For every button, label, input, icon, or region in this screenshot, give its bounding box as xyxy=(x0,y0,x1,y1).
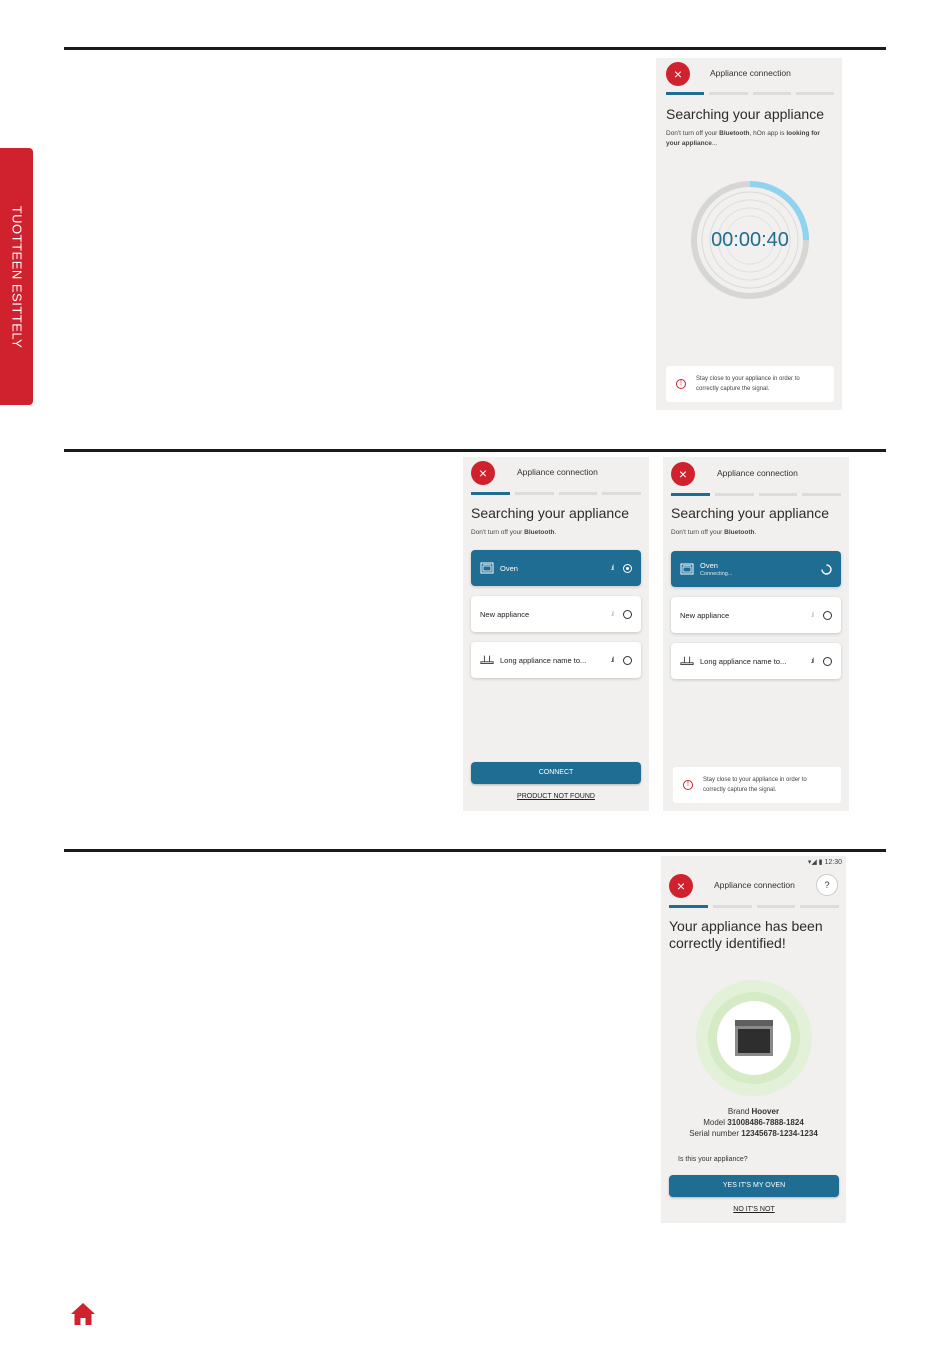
warning-text: Stay close to your appliance in order to correctly capture the signal. xyxy=(696,376,800,392)
timer-value: 00:00:40 xyxy=(711,229,789,251)
side-tab-label: TUOTTEEN ESITTELY xyxy=(9,205,24,348)
radio-icon[interactable] xyxy=(823,611,832,620)
close-button[interactable]: × xyxy=(671,462,695,486)
signal-icon: .ıl xyxy=(610,656,613,664)
signal-warning xyxy=(673,767,841,803)
appliance-name: Long appliance name to... xyxy=(500,655,587,665)
signal-warning xyxy=(666,366,834,402)
alert-icon: ! xyxy=(683,780,693,790)
reject-appliance-link[interactable]: NO IT'S NOT xyxy=(733,1206,775,1213)
hood-icon xyxy=(480,654,494,666)
appliance-item-long-name[interactable] xyxy=(471,642,641,678)
appliance-item-long-name[interactable] xyxy=(671,643,841,679)
signal-icon: .ıl xyxy=(610,610,613,618)
header-title: Appliance connection xyxy=(517,467,598,477)
oven-icon xyxy=(680,563,694,575)
status-time: 12:30 xyxy=(824,859,842,866)
oven-icon xyxy=(480,562,494,574)
description: Don't turn off your Bluetooth. xyxy=(671,529,757,536)
appliance-item-new[interactable] xyxy=(471,596,641,632)
close-button[interactable]: × xyxy=(471,461,495,485)
page-title: Searching your appliance xyxy=(666,106,824,122)
model-info: Model 31008486-7888-1824 xyxy=(703,1118,804,1127)
description: Don't turn off your Bluetooth, hOn app is looking for your appliance... xyxy=(666,130,820,147)
close-button[interactable]: × xyxy=(669,874,693,898)
appliance-name: New appliance xyxy=(480,609,530,619)
description: Don't turn off your Bluetooth. xyxy=(471,529,557,536)
phone-screen-identified xyxy=(661,856,846,1223)
close-button[interactable]: × xyxy=(666,62,690,86)
header-title: Appliance connection xyxy=(717,468,798,478)
page-title: Searching your appliance xyxy=(671,505,829,521)
page-title: Your appliance has been correctly identified! xyxy=(669,918,823,951)
phone-screen-connecting xyxy=(663,457,849,811)
step-progress xyxy=(669,905,839,908)
alert-icon: ! xyxy=(676,379,686,389)
home-icon[interactable] xyxy=(70,1302,96,1326)
serial-info: Serial number 12345678-1234-1234 xyxy=(689,1129,818,1138)
loading-spinner-icon xyxy=(821,564,832,575)
product-not-found-link[interactable]: PRODUCT NOT FOUND xyxy=(517,793,595,800)
page-title: Searching your appliance xyxy=(471,505,629,521)
help-icon[interactable]: ? xyxy=(816,874,838,896)
section-rule-1 xyxy=(64,47,886,50)
signal-icon: .ıl xyxy=(810,611,813,619)
side-tab xyxy=(0,148,33,405)
radio-icon[interactable] xyxy=(823,657,832,666)
confirmation-question: Is this your appliance? xyxy=(678,1156,748,1163)
appliance-name: Oven xyxy=(500,563,518,573)
wifi-signal-battery-icon: ▾◢ ▮ xyxy=(807,859,825,866)
oven-icon xyxy=(735,1020,773,1056)
appliance-item-oven[interactable] xyxy=(671,551,841,587)
appliance-item-new[interactable] xyxy=(671,597,841,633)
section-rule-3 xyxy=(64,849,886,852)
phone-screen-appliance-list xyxy=(463,457,649,811)
phone-screen-searching-timer xyxy=(656,58,842,410)
step-progress xyxy=(671,493,841,496)
brand-info: Brand Hoover xyxy=(727,1107,780,1116)
signal-icon: .ıl xyxy=(810,657,813,665)
header-title: Appliance connection xyxy=(714,880,795,890)
appliance-item-oven[interactable] xyxy=(471,550,641,586)
connecting-status: Connecting... xyxy=(700,571,733,577)
appliance-name: Long appliance name to... xyxy=(700,656,787,666)
status-bar xyxy=(808,858,842,866)
connect-button[interactable]: CONNECT xyxy=(471,762,641,784)
step-progress xyxy=(666,92,834,95)
signal-icon: .ıl xyxy=(610,564,613,572)
appliance-name: New appliance xyxy=(680,610,730,620)
hood-icon xyxy=(680,655,694,667)
radio-icon[interactable] xyxy=(623,610,632,619)
identified-oven-illustration xyxy=(696,980,812,1096)
countdown-timer xyxy=(688,178,812,302)
confirm-oven-button[interactable]: YES IT'S MY OVEN xyxy=(669,1175,839,1197)
section-rule-2 xyxy=(64,449,886,452)
radio-selected-icon[interactable] xyxy=(623,564,632,573)
warning-text: Stay close to your appliance in order to correctly capture the signal. xyxy=(703,777,807,793)
appliance-name: Oven Connecting... xyxy=(700,561,821,577)
step-progress xyxy=(471,492,641,495)
radio-icon[interactable] xyxy=(623,656,632,665)
header-title: Appliance connection xyxy=(710,68,791,78)
